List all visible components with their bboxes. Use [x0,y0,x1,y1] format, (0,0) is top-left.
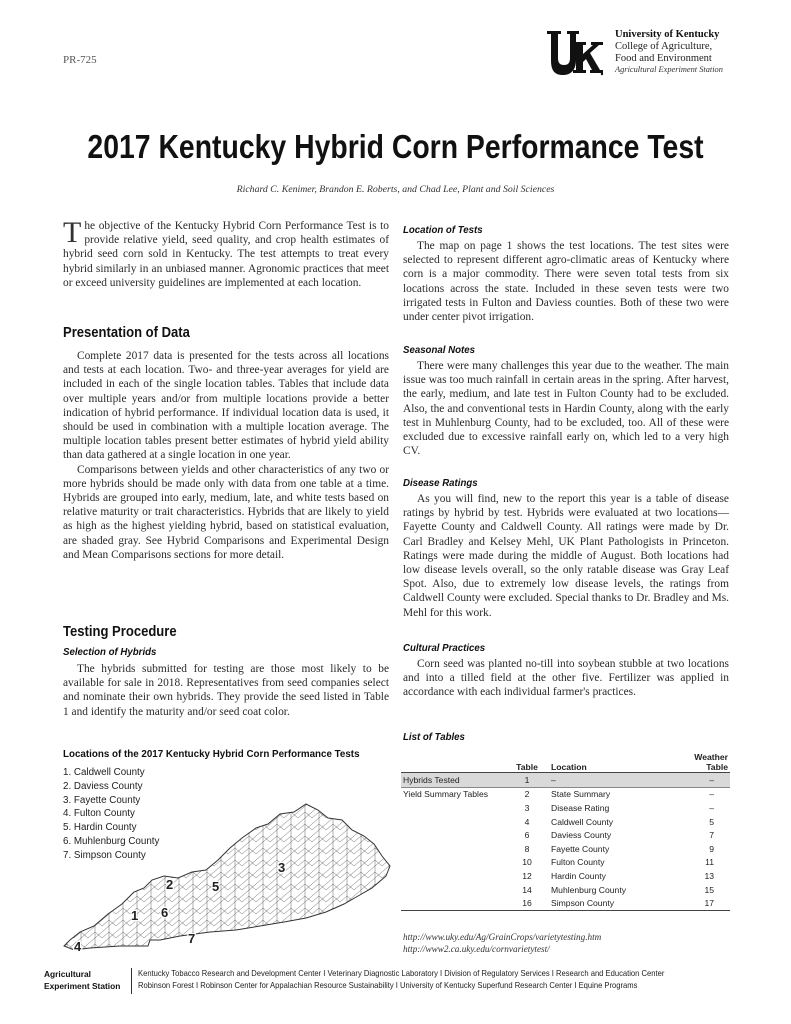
row-table: 10 [522,857,532,868]
url-link-corn-variety[interactable]: http://www2.ca.uky.edu/cornvarietytest/ [403,944,550,954]
map-location-item: 4. Fulton County [63,808,135,820]
footer-divider [131,968,132,994]
row-location: State Summary [551,789,611,800]
row-location: Daviess County [551,830,612,841]
row-table: 14 [522,884,532,895]
row-group [401,883,505,897]
row-weather: 17 [704,898,714,909]
row-weather: 13 [704,870,714,881]
row-table: 12 [522,870,532,881]
row-location: Simpson County [551,898,615,909]
presentation-paragraph-2: Comparisons between yields and other characteristics of any two or more hybrids should be made only with data from one table at a time. Hybrids are grouped into early, medium, late, and white tests based on relative maturity or trait characteristics. Hybrids that are likely to yield as high as the highest yielding hybrid, based on statistical evaluation, are shaded gray. See Hybrid Comparisons and Experimental Design and Mean Comparisons sections for more detail. [63,463,389,561]
presentation-section [63,349,389,562]
row-group: Hybrids Tested [403,774,460,785]
map-marker-4: 4 [74,939,82,954]
row-group [401,869,505,883]
footer-label-line-2: Experiment Station [44,981,121,991]
seasonal-paragraph: There were many challenges this year due to the weather. The main issue was too much rainfall in certain areas in the spring. After harvest, the early, medium, and late test in Fulton County had to be excluded. Also, the and conventional tests in Hardin County, along with the early test in Muhlenburg County, had to be excluded, too. All of these were excluded due to excessive rainfall early on, which led to a very high CV. [403,360,729,458]
map-marker-7: 7 [188,931,196,946]
row-weather: 9 [709,843,714,854]
map-marker-5: 5 [212,879,220,894]
cultural-paragraph: Corn seed was planted no-till into soybean stubble at two locations and into a tilled field at the other five. Fertilizer was applied in accordance with each individual farmer's practices. [403,658,729,699]
col-header-weather-2: Table [706,762,728,772]
testing-paragraph-1: The hybrids submitted for testing are those most likely to be available for sale in 2018. Representatives from seed companies select and nominate their own hybrids. They provide the seed listed in Table 1 and identify the maturity and/or seed coat color. [63,663,389,718]
col-header-weather [667,744,730,773]
uk-logo-icon [546,30,604,76]
col-header-weather-1: Weather [694,752,728,762]
table-row [401,773,730,788]
heading-presentation: Presentation of Data [63,325,190,341]
row-group [401,842,505,856]
authors: Richard C. Kenimer, Brandon E. Roberts, and Chad Lee, Plant and Soil Sciences [236,184,555,195]
table-row [401,842,730,856]
testing-section [63,662,389,719]
kentucky-map [60,800,400,960]
map-title: Locations of the 2017 Kentucky Hybrid Corn Performance Tests [63,749,360,760]
footer-line-2: Robinson Forest I Robinson Center for Appalachian Resource Sustainability I University of Kentucky Superfund Research Center I Equine Programs [138,981,638,990]
list-of-tables [401,744,730,911]
table-row [401,828,730,842]
row-table: 2 [524,789,530,800]
row-location: Muhlenburg County [551,884,627,895]
row-weather: – [709,789,714,800]
row-table: 4 [524,816,530,827]
row-weather: – [709,774,714,785]
intro-text: he objective of the Kentucky Hybrid Corn Performance Test is to provide relative yield, seed quality, and crop health estimates of hybrid seed corn sold in Kentucky. The test attempts to treat every hybrid similarly in an unbiased manner. Agronomic practices that meet or exceed university guidelines are implemented at each location. [63,220,389,289]
row-location: Caldwell County [551,816,614,827]
doc-code: PR-725 [63,54,97,66]
table-row [401,787,730,801]
heading-testing: Testing Procedure [63,624,177,640]
row-table: 6 [524,830,530,841]
col-header-location: Location [551,762,587,772]
map-location-item: 6. Muhlenburg County [63,835,160,847]
row-group: Yield Summary Tables [403,789,489,800]
tables-table [401,744,730,911]
drop-cap: T [63,216,82,249]
row-table: 1 [524,774,530,785]
subheading-selection: Selection of Hybrids [63,646,157,658]
uk-logo [546,30,604,76]
row-location: Hardin County [551,870,606,881]
row-group [401,801,505,815]
col-header-table: Table [516,762,538,772]
station-name: Agricultural Experiment Station [615,65,723,74]
subheading-list-of-tables: List of Tables [403,731,465,743]
college-line-1: College of Agriculture, [615,41,713,52]
row-location: Fayette County [551,843,610,854]
row-weather: 11 [705,857,714,868]
row-group [401,828,505,842]
table-row [401,856,730,870]
subheading-cultural: Cultural Practices [403,642,486,654]
location-section [403,239,729,324]
disease-paragraph: As you will find, new to the report this year is a table of disease ratings by hybrid by test. Hybrids were evaluated at two locations—Fayette County and Caldwell County. All ratings were made by Dr. Carl Bradley and Kelsey Mehl, UK Plant Pathologists in Princeton. Ratings were made during the middle of August. Both locations had low disease levels overall, so the only ratable disease was Gray Leaf Spot. Also, due to extremely low disease levels, the ratings from Caldwell County were excluded. Special thanks to Dr. Bradley and Ms. Mehl for this work. [403,493,729,619]
disease-section [403,492,729,620]
footer-text [138,968,788,992]
footer-line-1: Kentucky Tobacco Research and Development Center I Veterinary Diagnostic Laboratory I Division of Regulatory Services I Research and Education Center [138,969,665,978]
intro-section [63,216,389,290]
seasonal-section [403,359,729,458]
footer-label [44,968,120,992]
row-weather: 5 [709,816,714,827]
footer-label-line-1: Agricultural [44,969,91,979]
row-location: – [551,774,556,785]
row-weather: 7 [709,830,714,841]
row-weather: – [709,802,714,813]
row-location: Disease Rating [551,802,610,813]
location-paragraph: The map on page 1 shows the test locations. The test sites were selected to represent different agro-climatic areas of Kentucky where corn is a major commodity. There were seven total tests from six locations across the state. Included in these seven tests were two irrigated tests in Fulton and Daviess counties. Both of these two were under center pivot irrigation. [403,240,729,324]
table-row [401,801,730,815]
university-name: University of Kentucky [615,29,720,40]
map-location-item: 1. Caldwell County [63,767,145,778]
row-table: 3 [524,802,530,813]
url-block [403,931,601,955]
cultural-section [403,657,729,700]
map-location-item: 2. Daviess County [63,780,143,792]
college-line-2: Food and Environment [615,52,712,64]
intro-paragraph [63,216,389,290]
url-link-grain-crops[interactable]: http://www.uky.edu/Ag/GrainCrops/varietytesting.htm [403,932,602,942]
subheading-seasonal: Seasonal Notes [403,344,475,356]
table-row [401,869,730,883]
kentucky-map-svg [60,800,400,960]
row-table: 16 [522,898,532,909]
row-group [401,896,505,910]
map-marker-6: 6 [161,905,169,920]
map-location-item: 5. Hardin County [63,822,137,834]
subheading-location: Location of Tests [403,224,483,236]
map-marker-1: 1 [131,908,139,923]
presentation-paragraph-1: Complete 2017 data is presented for the tests across all locations and tests at each location. Two- and three-year averages for yield are included in each of the single location tables. Tables that include data over multiple years and/or from multiple locations provide a better indication of hybrid performance. If individual location data is used, it should be used in combination with a multiple location average. The multiple location tables present better estimates of hybrid yield ability than data gathered at a single location in one year. [63,350,389,462]
kentucky-outline [64,804,390,950]
row-location: Fulton County [551,857,605,868]
map-marker-2: 2 [166,877,174,892]
page-title: 2017 Kentucky Hybrid Corn Performance Test [87,128,704,165]
map-marker-3: 3 [278,860,286,875]
row-group [401,856,505,870]
table-row [401,883,730,897]
institution-block [615,29,785,76]
table-row [401,815,730,829]
row-weather: 15 [704,884,714,895]
row-table: 8 [524,843,530,854]
row-group [401,815,505,829]
subheading-disease: Disease Ratings [403,477,478,489]
table-row [401,896,730,910]
map-location-item: 3. Fayette County [63,794,141,806]
map-location-item: 7. Simpson County [63,849,146,861]
